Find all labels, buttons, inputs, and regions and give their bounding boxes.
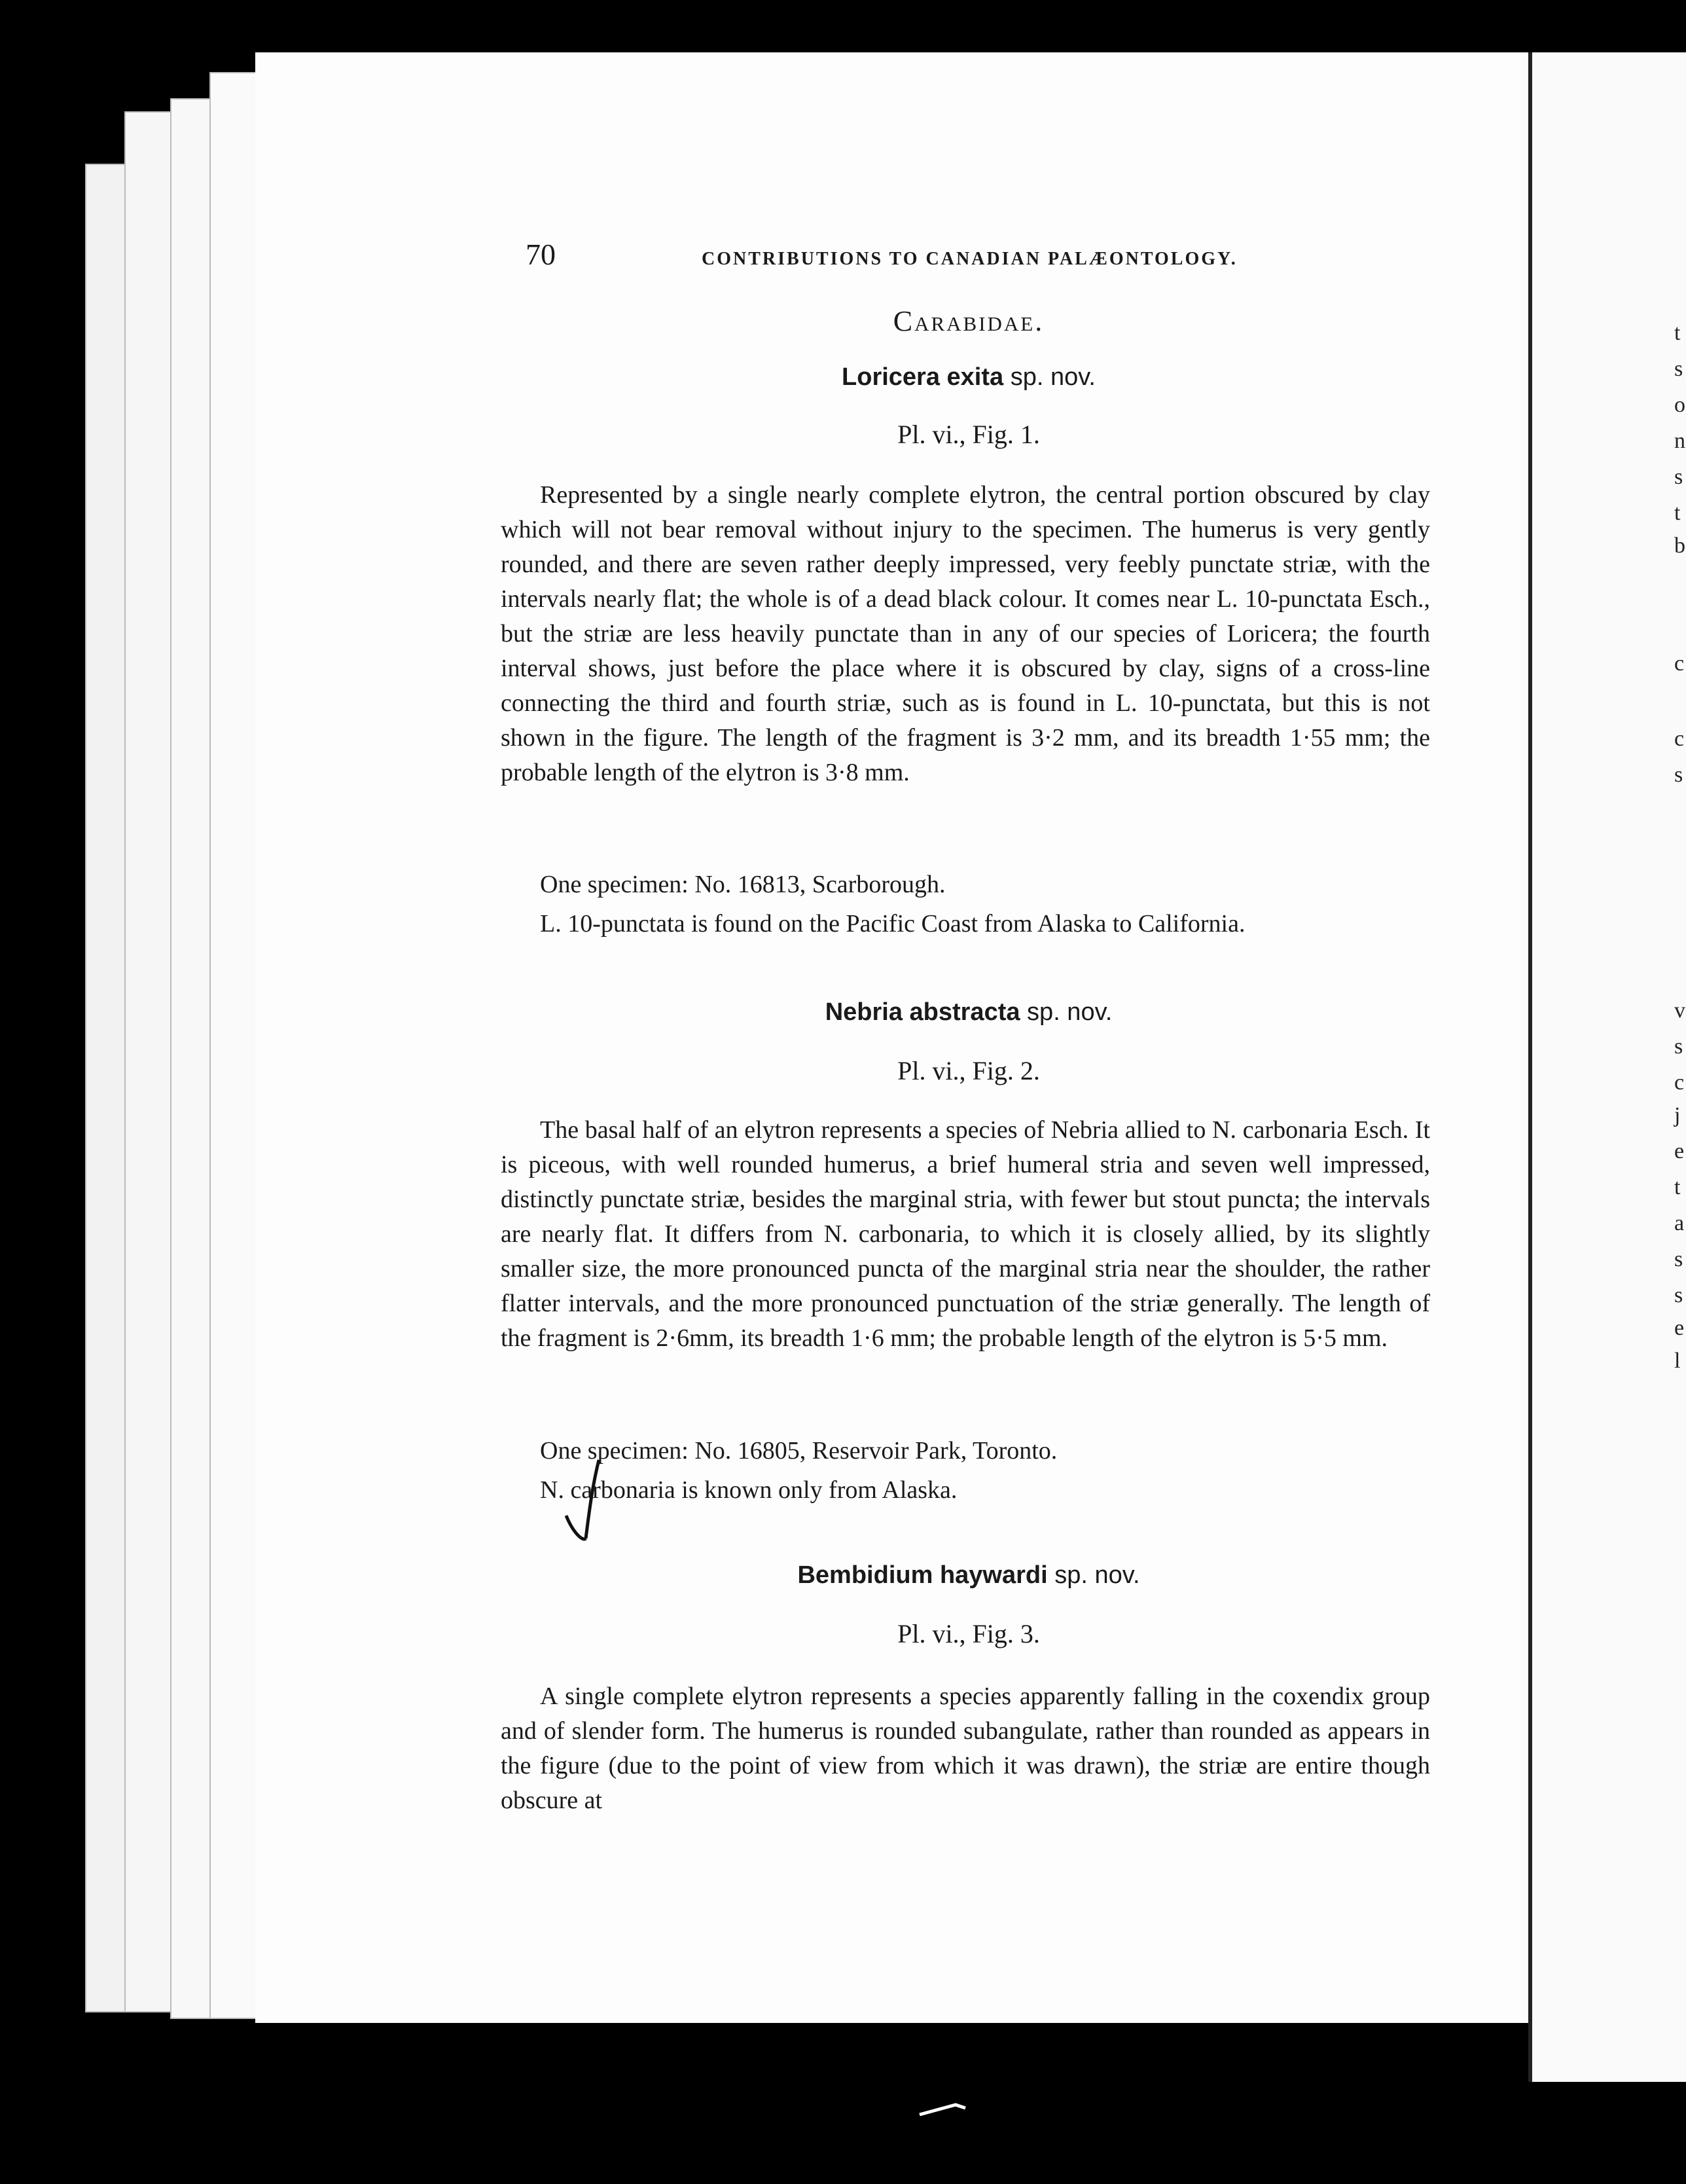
species-heading	[478, 998, 1460, 1027]
facing-page-letter: t	[1674, 321, 1681, 345]
facing-page-letter: e	[1674, 1316, 1685, 1340]
facing-page-letter: j	[1674, 1103, 1681, 1127]
facing-page-letter: s	[1674, 357, 1683, 381]
facing-page-letter: s	[1674, 1247, 1683, 1271]
species-name: Bembidium haywardi	[797, 1561, 1048, 1589]
plate-reference: Pl. vi., Fig. 1.	[897, 420, 1040, 449]
description-paragraph: A single complete elytron represents a species apparently falling in the coxendix group and of slender form. The humerus is rounded subangulate, rather than rounded as appears in the figure (due to the point of view from which it was drawn), the striæ are entire though obscure at	[501, 1683, 1430, 1814]
facing-page-letter: n	[1674, 429, 1685, 453]
family-heading: Carabidae.	[893, 305, 1045, 337]
page-number: 70	[526, 238, 556, 271]
description-paragraph: The basal half of an elytron represents a species of Nebria allied to N. carbonaria Esch. It is piceous, with well rounded humerus, a brief humeral stria and seven well impressed, distinctly punctate striæ, besides the marginal stria, with fewer but stout puncta; the intervals are nearly flat. It differs from N. carbonaria, to which it is closely allied, by its slightly smaller size, the more pronounced puncta of the marginal stria near the shoulder, the rather flatter intervals, and the more pronounced punctuation of the striæ generally. The length of the fragment is 2·6mm, its breadth 1·6 mm; the probable length of the elytron is 5·5 mm.	[501, 1116, 1430, 1352]
facing-page-letter: s	[1674, 1034, 1683, 1059]
running-head: CONTRIBUTIONS TO CANADIAN PALÆONTOLOGY.	[702, 249, 1238, 269]
facing-page-letter: a	[1674, 1211, 1685, 1235]
facing-page-letter: b	[1674, 534, 1685, 558]
facing-page-letter: s	[1674, 1283, 1683, 1307]
scan-artifact	[916, 2095, 969, 2121]
species-name: Loricera exita	[842, 363, 1004, 391]
specimen-line: One specimen: No. 16805, Reservoir Park, Toronto.	[540, 1437, 1058, 1465]
specimen-line: One specimen: No. 16813, Scarborough.	[540, 871, 946, 898]
species-heading	[478, 1561, 1460, 1590]
facing-page-letter: t	[1674, 501, 1681, 525]
facing-page-letter: s	[1674, 465, 1683, 489]
facing-page-letter: t	[1674, 1175, 1681, 1199]
description-paragraph: Represented by a single nearly complete elytron, the central portion obscured by clay which will not bear removal without injury to the specimen. The humerus is very gently rounded, and there are seven rather deeply impressed, very feebly punctate striæ, with the intervals nearly flat; the whole is of a dead black colour. It comes near L. 10-punctata Esch., but the striæ are less heavily punctate than in any of our species of Loricera; the fourth interval shows, just before the place where it is obscured by clay, signs of a cross-line connecting the third and fourth striæ, such as is found in L. 10-punctata, but this is not shown in the figure. The length of the fragment is 3·2 mm, and its breadth 1·55 mm; the probable length of the elytron is 3·8 mm.	[501, 481, 1430, 786]
facing-page-letter: o	[1674, 393, 1685, 417]
handwritten-mark	[560, 1453, 632, 1552]
facing-page-letter: e	[1674, 1139, 1685, 1163]
facing-page-edge	[1528, 52, 1686, 2082]
distribution-paragraph: L. 10-punctata is found on the Pacific Coast from Alaska to California.	[540, 910, 1246, 937]
species-heading	[478, 363, 1460, 391]
facing-page-letter: c	[1674, 1070, 1685, 1095]
species-suffix: sp. nov.	[1020, 998, 1113, 1026]
facing-page-letter: l	[1674, 1349, 1681, 1373]
facing-page-letter: c	[1674, 651, 1685, 676]
species-suffix: sp. nov.	[1047, 1561, 1140, 1589]
plate-reference: Pl. vi., Fig. 3.	[897, 1619, 1040, 1648]
facing-page-letter: c	[1674, 727, 1685, 751]
distribution-paragraph: N. carbonaria is known only from Alaska.	[540, 1476, 958, 1504]
facing-page-letter: v	[1674, 998, 1685, 1023]
plate-reference: Pl. vi., Fig. 2.	[897, 1056, 1040, 1085]
species-name: Nebria abstracta	[825, 998, 1020, 1026]
species-suffix: sp. nov.	[1003, 363, 1096, 391]
facing-page-letter: s	[1674, 763, 1683, 787]
